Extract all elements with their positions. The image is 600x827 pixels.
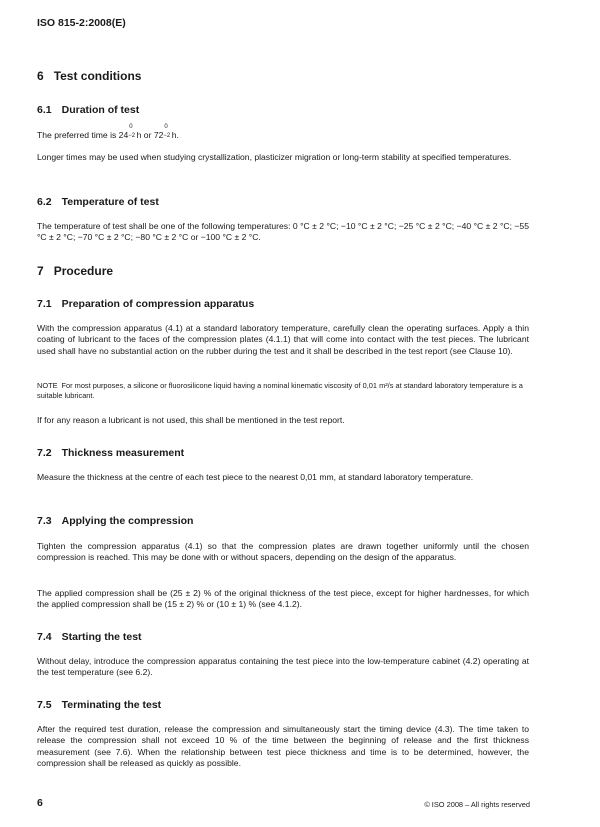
section-6-1-paragraph-1: The preferred time is 24 0 −2 h or 72 0 −2 h. [37,124,179,140]
section-6-2-heading: 6.2 Temperature of test [37,196,159,208]
section-7-5-heading: 7.5 Terminating the test [37,699,162,711]
section-7-1-paragraph-2: If for any reason a lubricant is not used, this shall be mentioned in the test report. [37,415,345,425]
section-7-1-paragraph-1: With the compression apparatus (4.1) at a standard laboratory temperature, carefully clean the operating surfaces. Apply a thin coating of lubricant to the faces of the compression plates (4.1.1) that will come into contact with the test pieces. The lubricant used shall have no substantial action on the rubber during the test and it shall be described in the test report (see Clause 10). [37,323,529,356]
section-6-1-paragraph-2: Longer times may be used when studying crystallization, plasticizer migration or long-term stability at specified temperatures. [37,152,512,162]
section-7-3-paragraph-1: Tighten the compression apparatus (4.1) so that the compression plates are drawn together uniformly until the chosen compression is reached. This may be done with or without spacers, depending on the design of the apparatus. [37,541,529,563]
section-7-4-heading: 7.4 Starting the test [37,631,142,643]
tolerance-a: 0 −2 [128,124,136,139]
section-7-1-heading: 7.1 Preparation of compression apparatus [37,298,255,310]
section-7-2-paragraph-1: Measure the thickness at the centre of each test piece to the nearest 0,01 mm, at standard laboratory temperature. [37,472,474,482]
section-7-2-heading: 7.2 Thickness measurement [37,447,185,459]
page-number: 6 [37,797,43,809]
section-6-1-heading: 6.1 Duration of test [37,104,140,116]
copyright-notice: © ISO 2008 – All rights reserved [424,800,530,809]
document-header: ISO 815-2:2008(E) [37,17,126,29]
section-6-2-paragraph-1: The temperature of test shall be one of the following temperatures: 0 °C ± 2 °C; −10 °C ± 2 °C; −25 °C ± 2 °C; −40 °C ± 2 °C; −55 °C ± 2 °C; −70 °C ± 2 °C; −80 °C ± 2 °C or −100 °C ± 2 °C. [37,221,529,243]
section-7-3-paragraph-2: The applied compression shall be (25 ± 2) % of the original thickness of the test piece, except for higher hardnesses, for which the applied compression shall be (15 ± 2) % or (10 ± 1) % (see 4.1.2). [37,588,529,610]
section-7-1-note: NOTE For most purposes, a silicone or fluorosilicone liquid having a nominal kinematic viscosity of 0,01 m²/s at standard laboratory temperature is a suitable lubricant. [37,381,523,400]
tolerance-b: 0 −2 [163,124,171,139]
section-7-5-paragraph-1: After the required test duration, release the compression and simultaneously start the timing device (4.3). The time taken to release the compression shall not exceed 10 % of the time between the beginning of release and the first thickness measurement (see 7.6). When the relationship between test piece thickness and time is to be determined, however, the compression shall be released as quickly as possible. [37,724,529,768]
section-7-heading: 7 Procedure [37,264,114,278]
section-6-heading: 6 Test conditions [37,69,142,83]
section-7-3-heading: 7.3 Applying the compression [37,515,194,527]
section-7-4-paragraph-1: Without delay, introduce the compression apparatus containing the test piece into the low-temperature cabinet (4.2) operating at the test temperature (see 6.2). [37,656,529,678]
